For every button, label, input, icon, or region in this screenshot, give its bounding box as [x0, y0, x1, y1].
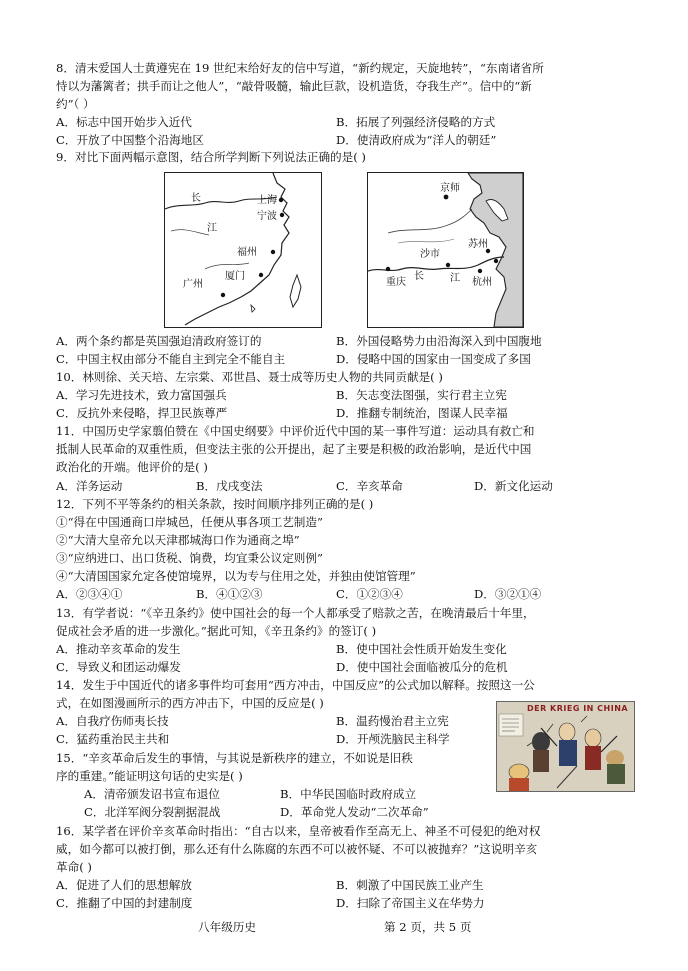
map2-label-chang: 长 — [414, 271, 424, 282]
q16-stem-line2: 威，如今都可以被打倒，那么还有什么陈腐的东西不可以被怀疑、不可以被抛弃？”这说明辛亥 — [56, 842, 538, 856]
q9-option-b: B．外国侵略势力由沿海深入到中国腹地 — [336, 334, 542, 348]
q11-stem-line1: 11．中国历史学家翦伯赞在《中国史纲要》中评价近代中国的某一事件写道：运动具有救亡和 — [56, 424, 535, 438]
q15-option-d: D．革命党人发动“二次革命” — [280, 805, 429, 819]
q9-option-d: D．侵略中国的国家由一国变成了多国 — [336, 352, 531, 366]
map1-label-xiamen: 厦门 — [225, 271, 245, 282]
q10-option-b: B．矢志变法图强，实行君主立宪 — [336, 388, 507, 402]
map-treaty-2 — [367, 172, 524, 328]
q12-item-1: ①“得在中国通商口岸城邑，任便从事各项工艺制造” — [56, 515, 323, 529]
q14-option-a: A．自我疗伤师夷长技 — [56, 714, 169, 728]
war-in-china-cartoon — [496, 701, 635, 792]
q12-option-a: A．②③④① — [56, 587, 123, 601]
q16-option-a: A．促进了人们的思想解放 — [56, 878, 192, 892]
q16-stem-line1: 16．某学者在评价辛亥革命时指出：“自古以来，皇帝被看作至高无上、神圣不可侵犯的绝对权 — [56, 824, 541, 838]
q14-stem-line2: 式，在如图漫画所示的西方冲击下，中国的反应是( ) — [56, 696, 324, 710]
map1-label-shanghai: 上海 — [257, 195, 277, 206]
q16-option-b: B．刺激了中国民族工业产生 — [336, 878, 484, 892]
map2-label-chongqing: 重庆 — [386, 277, 406, 288]
map-treaty-1 — [164, 172, 322, 328]
q12-item-4: ④“大清国国家允定各使馆境界，以为专与住用之处，并独由使馆管理” — [56, 569, 416, 583]
q15-stem-line2: 序的重建。”能证明这句话的史实是( ) — [56, 769, 243, 783]
q11-option-a: A．洋务运动 — [56, 479, 123, 493]
q11-stem-line2: 抵制人民革命的双重性质，但变法主张的公开提出，起了主要是积极的政治影响，是近代中国 — [56, 442, 532, 456]
q9-option-a: A．两个条约都是英国强迫清政府签订的 — [56, 334, 262, 348]
q14-stem-line1: 14．发生于中国近代的诸多事件均可套用“西方冲击，中国反应”的公式加以解释。按照这一公 — [56, 678, 535, 692]
q12-option-c: C．①②③④ — [336, 587, 403, 601]
q8-stem-line2: 恃以为藩篱者；拱手而让之他人”，“敲骨吸髓，输此巨款，设机造货，夺我生产”。信中的“新 — [56, 79, 532, 93]
q8-stem-line3: 约”（ ） — [56, 97, 95, 111]
q10-option-c: C．反抗外来侵略，捍卫民族尊严 — [56, 406, 228, 420]
q13-option-a: A．推动辛亥革命的发生 — [56, 642, 181, 656]
map2-label-hangzhou: 杭州 — [472, 277, 492, 288]
q14-option-d: D．开颅洗脑民主科学 — [336, 732, 450, 746]
q10-option-d: D．推翻专制统治，图谋人民幸福 — [336, 406, 508, 420]
q13-option-b: B．使中国社会性质开始发生变化 — [336, 642, 507, 656]
q15-option-a: A．清帝颁发诏书宣布退位 — [84, 787, 220, 801]
map2-label-suzhou: 苏州 — [468, 239, 488, 250]
footer-page-number: 第 2 页，共 5 页 — [384, 920, 472, 934]
q14-option-b: B．温药慢治君主立宪 — [336, 714, 449, 728]
q9-option-c: C．中国主权由部分不能自主到完全不能自主 — [56, 352, 286, 366]
q13-stem-line1: 13．有学者说：“《辛丑条约》使中国社会的每一个人都承受了赔款之苦，在晚清最后十年里， — [56, 606, 535, 620]
q16-stem-line3: 革命( ) — [56, 860, 92, 874]
q10-option-a: A．学习先进技术，致力富国强兵 — [56, 388, 227, 402]
map2-label-shashi: 沙市 — [420, 249, 440, 260]
q12-item-3: ③“应纳进口、出口货税、饷费，均宜秉公议定则例” — [56, 551, 323, 565]
map1-label-guangzhou: 广州 — [183, 279, 203, 290]
q12-option-b: B．④①②③ — [196, 587, 263, 601]
map2-label-jiang: 江 — [450, 273, 460, 284]
q13-stem-line2: 促成社会矛盾的进一步激化。”据此可知，《辛丑条约》的签订( ) — [56, 624, 377, 638]
q11-option-d: D．新文化运动 — [474, 479, 553, 493]
q12-item-2: ②“大清大皇帝允以天津郡城海口作为通商之埠” — [56, 533, 300, 547]
q8-stem-line1: 8．清末爱国人士黄遵宪在 19 世纪末给好友的信中写道，“新约规定，天旋地转”，“东南诸省所 — [56, 61, 544, 75]
q13-option-c: C．导致义和团运动爆发 — [56, 660, 181, 674]
map1-label-ningbo: 宁波 — [257, 211, 277, 222]
q15-option-b: B．中华民国临时政府成立 — [280, 787, 417, 801]
q8-option-a: A．标志中国开始步入近代 — [56, 115, 192, 129]
cartoon-title: DER KRIEG IN CHINA — [527, 704, 629, 713]
q15-stem-line1: 15．“辛亥革命后发生的事情，与其说是新秩序的建立，不如说是旧秩 — [56, 751, 413, 765]
map1-label-jiang: 江 — [207, 223, 217, 234]
q11-option-c: C．辛亥革命 — [336, 479, 403, 493]
sea-area — [468, 173, 523, 327]
map2-label-jingshi: 京师 — [440, 183, 460, 194]
q14-option-c: C．猛药重治民主共和 — [56, 732, 170, 746]
q11-stem-line3: 政治化的开端。他评价的是( ) — [56, 460, 208, 474]
q15-option-c: C．北洋军阀分裂割据混战 — [84, 805, 221, 819]
q8-option-d: D．使清政府成为“洋人的朝廷” — [336, 133, 497, 147]
q9-stem: 9．对比下面两幅示意图，结合所学判断下列说法正确的是( ) — [56, 150, 366, 164]
q12-option-d: D．③②①④ — [474, 587, 542, 601]
q16-option-c: C．推翻了中国的封建制度 — [56, 896, 193, 910]
map1-label-fuzhou: 福州 — [237, 247, 257, 258]
map1-label-chang: 长 — [191, 193, 201, 204]
q10-stem: 10．林则徐、关天培、左宗棠、邓世昌、聂士成等历史人物的共同贡献是( ) — [56, 370, 443, 384]
q11-option-b: B．戊戌变法 — [196, 479, 263, 493]
footer-subject: 八年级历史 — [198, 920, 256, 934]
q8-option-b: B．拓展了列强经济侵略的方式 — [336, 115, 496, 129]
q13-option-d: D．使中国社会面临被瓜分的危机 — [336, 660, 508, 674]
q16-option-d: D．扫除了帝国主义在华势力 — [336, 896, 485, 910]
q8-option-c: C．开放了中国整个沿海地区 — [56, 133, 204, 147]
q12-stem: 12．下列不平等条约的相关条款，按时间顺序排列正确的是( ) — [56, 497, 374, 511]
